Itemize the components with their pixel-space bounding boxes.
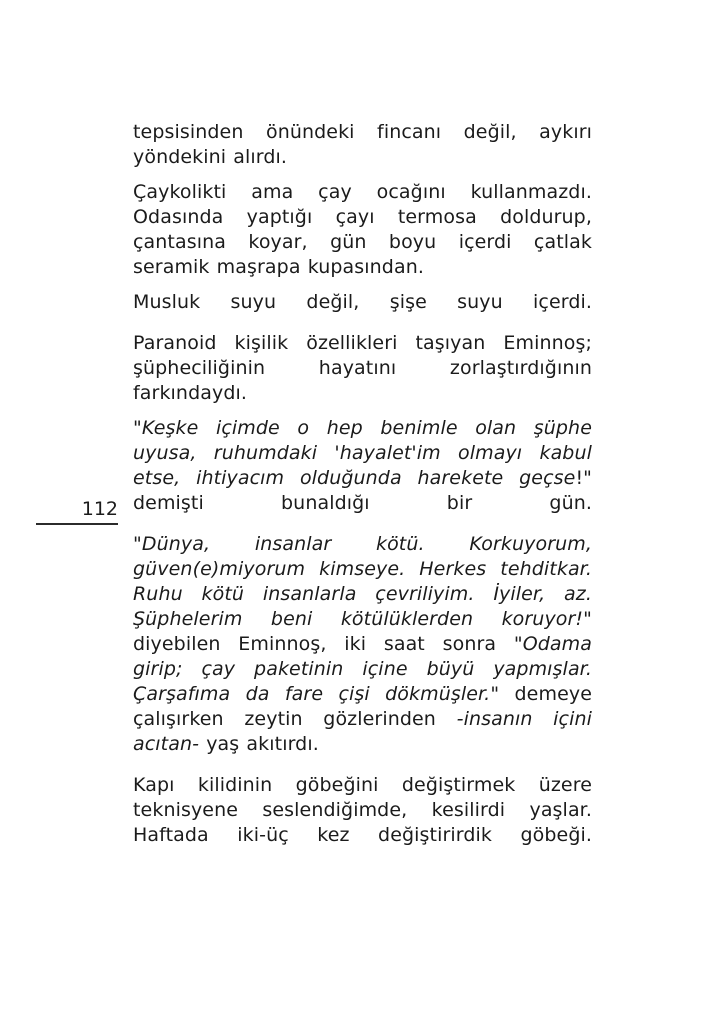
text-run: yaş akıtırdı.: [199, 733, 319, 755]
text-run: " demeye çalışırken zeytin gözlerinden: [133, 683, 592, 730]
text-run: " diyebilen Eminnoş, iki saat sonra ": [133, 608, 592, 655]
paragraph: [133, 416, 592, 516]
text-run: Çaykolikti ama çay ocağını kullanmazdı. Odasında yaptığı çayı termosa doldurup, çantasına koyar, gün boyu içerdi çatlak seramik maşrapa kupasından.: [133, 181, 592, 278]
text-run: !" demişti bunaldığı bir gün.: [133, 467, 592, 514]
text-run: ": [133, 533, 142, 555]
paragraph: [133, 532, 592, 757]
text-run: Musluk suyu değil, şişe suyu içerdi.: [133, 291, 592, 313]
paragraph: [133, 120, 592, 170]
text-run: Kapı kilidinin göbeğini değiştirmek üzere teknisyene seslendiğimde, kesilirdi yaşlar. Haftada iki-üç kez değiştirirdik göbeği.: [133, 774, 592, 846]
italic-text-run: Keşke içimde o hep benimle olan şüphe uyusa, ruhumdaki 'hayalet'im olmayı kabul etse, ihtiyacım olduğunda harekete geçse: [133, 417, 592, 489]
paragraph: [133, 331, 592, 406]
text-run: ": [133, 417, 142, 439]
paragraph: [133, 180, 592, 280]
page-number: 112: [36, 497, 118, 525]
italic-text-run: Odama girip; çay paketinin içine büyü yapmışlar. Çarşafıma da fare çişi dökmüşler.: [133, 633, 592, 705]
text-run: tepsisinden önündeki fincanı değil, aykırı yöndekini alırdı.: [133, 121, 592, 168]
paragraph: [133, 290, 592, 315]
italic-text-run: -insanın içini acıtan-: [133, 708, 592, 755]
paragraph: [133, 773, 592, 848]
italic-text-run: Dünya, insanlar kötü. Korkuyorum, güven(e)miyorum kimseye. Herkes tehditkar. Ruhu kötü insanlarla çevriliyim. İyiler, az. Şüphelerim beni kötülüklerden koruyor!: [133, 533, 592, 630]
page-text: [133, 120, 592, 858]
text-run: Paranoid kişilik özellikleri taşıyan Eminnoş; şüpheciliğinin hayatını zorlaştırdığının farkındaydı.: [133, 332, 592, 404]
